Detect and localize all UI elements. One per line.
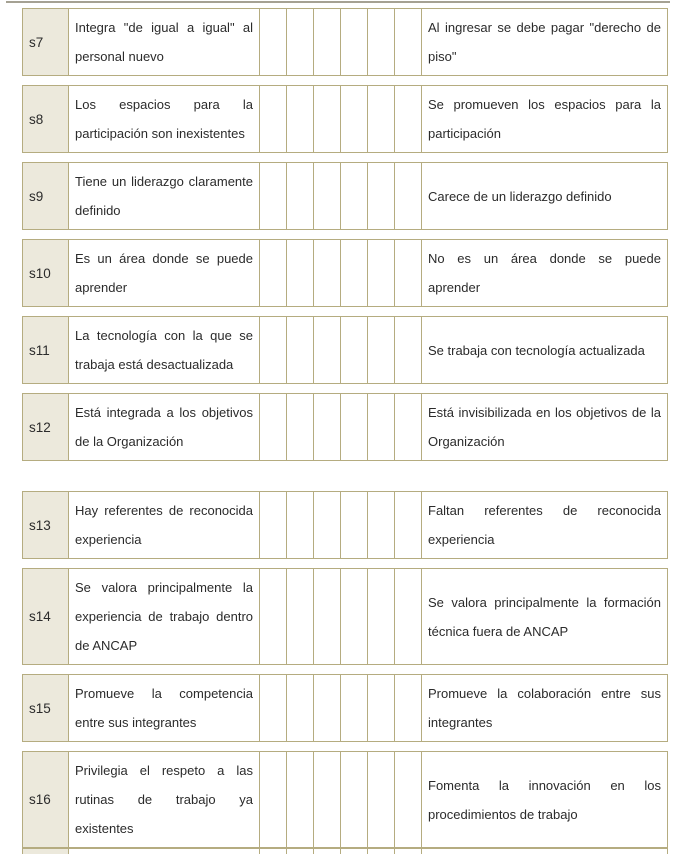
row-label: s7 — [23, 9, 68, 75]
scale-cell — [259, 240, 286, 306]
scale-cell — [259, 163, 286, 229]
scale-cell — [394, 317, 421, 383]
scale-cell — [367, 849, 394, 854]
scale-cell — [394, 9, 421, 75]
scale-cell — [340, 569, 367, 664]
right-statement: Faltan referentes de reconocida experiencia — [421, 492, 667, 558]
scale-cell — [394, 394, 421, 460]
scale-cell — [394, 752, 421, 847]
scale-cell — [340, 317, 367, 383]
scale-cell — [313, 569, 340, 664]
scale-cell — [259, 317, 286, 383]
scale-cell — [286, 492, 313, 558]
scale-cell — [259, 849, 286, 854]
scale-cell — [367, 752, 394, 847]
row-label: s15 — [23, 675, 68, 741]
left-statement: Integra "de igual a igual" al personal nuevo — [68, 9, 259, 75]
scale-cell — [340, 163, 367, 229]
row-label: s13 — [23, 492, 68, 558]
scale-cell — [367, 394, 394, 460]
scale-cell — [367, 569, 394, 664]
scale-cell — [259, 86, 286, 152]
previous-row-border-fragment — [6, 1, 670, 3]
scale-cell — [340, 492, 367, 558]
questionnaire-row-s12 — [22, 393, 668, 461]
scale-cell — [340, 86, 367, 152]
row-label: s16 — [23, 752, 68, 847]
row-label: s9 — [23, 163, 68, 229]
row-label: s8 — [23, 86, 68, 152]
left-statement: Se valora principalmente la experiencia de trabajo dentro de ANCAP — [68, 569, 259, 664]
row-label: s10 — [23, 240, 68, 306]
scale-cell — [313, 240, 340, 306]
scale-cell — [259, 394, 286, 460]
questionnaire-row-partial — [22, 848, 668, 854]
scale-cell — [286, 317, 313, 383]
scale-cell — [286, 86, 313, 152]
left-statement: Es un área donde se puede aprender — [68, 240, 259, 306]
questionnaire-row-s11 — [22, 316, 668, 384]
scale-cell — [313, 849, 340, 854]
right-statement: Está invisibilizada en los objetivos de la Organización — [421, 394, 667, 460]
row-label — [23, 849, 68, 854]
scale-cell — [367, 492, 394, 558]
scale-cell — [394, 675, 421, 741]
scale-cell — [367, 86, 394, 152]
scale-cell — [394, 569, 421, 664]
scale-cell — [259, 492, 286, 558]
scale-cell — [394, 86, 421, 152]
right-statement: Promueve la colaboración entre sus integrantes — [421, 675, 667, 741]
questionnaire-row-s7 — [22, 8, 668, 76]
scale-cell — [340, 394, 367, 460]
scale-cell — [367, 240, 394, 306]
row-label: s12 — [23, 394, 68, 460]
questionnaire-row-s10 — [22, 239, 668, 307]
scale-cell — [313, 394, 340, 460]
scale-cell — [394, 492, 421, 558]
scale-cell — [394, 240, 421, 306]
scale-cell — [259, 752, 286, 847]
scale-cell — [286, 9, 313, 75]
scale-cell — [313, 492, 340, 558]
scale-cell — [313, 163, 340, 229]
scale-cell — [367, 163, 394, 229]
right-statement: Carece de un liderazgo definido — [421, 163, 667, 229]
right-statement: No es un área donde se puede aprender — [421, 240, 667, 306]
scale-cell — [259, 675, 286, 741]
questionnaire-row-s15 — [22, 674, 668, 742]
scale-cell — [340, 675, 367, 741]
left-statement: La tecnología con la que se trabaja está desactualizada — [68, 317, 259, 383]
left-statement: Promueve la competencia entre sus integrantes — [68, 675, 259, 741]
scale-cell — [340, 849, 367, 854]
scale-cell — [259, 9, 286, 75]
scale-cell — [313, 752, 340, 847]
right-statement: Se valora principalmente la formación técnica fuera de ANCAP — [421, 569, 667, 664]
questionnaire-tables — [22, 8, 668, 854]
scale-cell — [259, 569, 286, 664]
questionnaire-row-s13 — [22, 491, 668, 559]
scale-cell — [394, 163, 421, 229]
scale-cell — [286, 675, 313, 741]
scale-cell — [367, 675, 394, 741]
right-statement — [421, 849, 667, 854]
scale-cell — [367, 317, 394, 383]
scale-cell — [313, 317, 340, 383]
right-statement: Fomenta la innovación en los procedimientos de trabajo — [421, 752, 667, 847]
questionnaire-row-s14 — [22, 568, 668, 665]
questionnaire-row-s16 — [22, 751, 668, 848]
left-statement: Está integrada a los objetivos de la Organización — [68, 394, 259, 460]
scale-cell — [313, 86, 340, 152]
left-statement: Los espacios para la participación son inexistentes — [68, 86, 259, 152]
scale-cell — [286, 849, 313, 854]
scale-cell — [286, 752, 313, 847]
scale-cell — [340, 752, 367, 847]
right-statement: Al ingresar se debe pagar "derecho de piso" — [421, 9, 667, 75]
scale-cell — [394, 849, 421, 854]
row-label: s11 — [23, 317, 68, 383]
scale-cell — [286, 240, 313, 306]
questionnaire-row-s8 — [22, 85, 668, 153]
right-statement: Se promueven los espacios para la participación — [421, 86, 667, 152]
row-label: s14 — [23, 569, 68, 664]
scale-cell — [286, 569, 313, 664]
scale-cell — [286, 394, 313, 460]
right-statement: Se trabaja con tecnología actualizada — [421, 317, 667, 383]
left-statement: Privilegia el respeto a las rutinas de trabajo ya existentes — [68, 752, 259, 847]
left-statement — [68, 849, 259, 854]
scale-cell — [313, 9, 340, 75]
scale-cell — [286, 163, 313, 229]
questionnaire-table-2 — [22, 491, 668, 848]
questionnaire-table-1 — [22, 8, 668, 461]
scale-cell — [367, 9, 394, 75]
scale-cell — [340, 240, 367, 306]
left-statement: Tiene un liderazgo claramente definido — [68, 163, 259, 229]
left-statement: Hay referentes de reconocida experiencia — [68, 492, 259, 558]
questionnaire-row-s9 — [22, 162, 668, 230]
scale-cell — [340, 9, 367, 75]
scale-cell — [313, 675, 340, 741]
